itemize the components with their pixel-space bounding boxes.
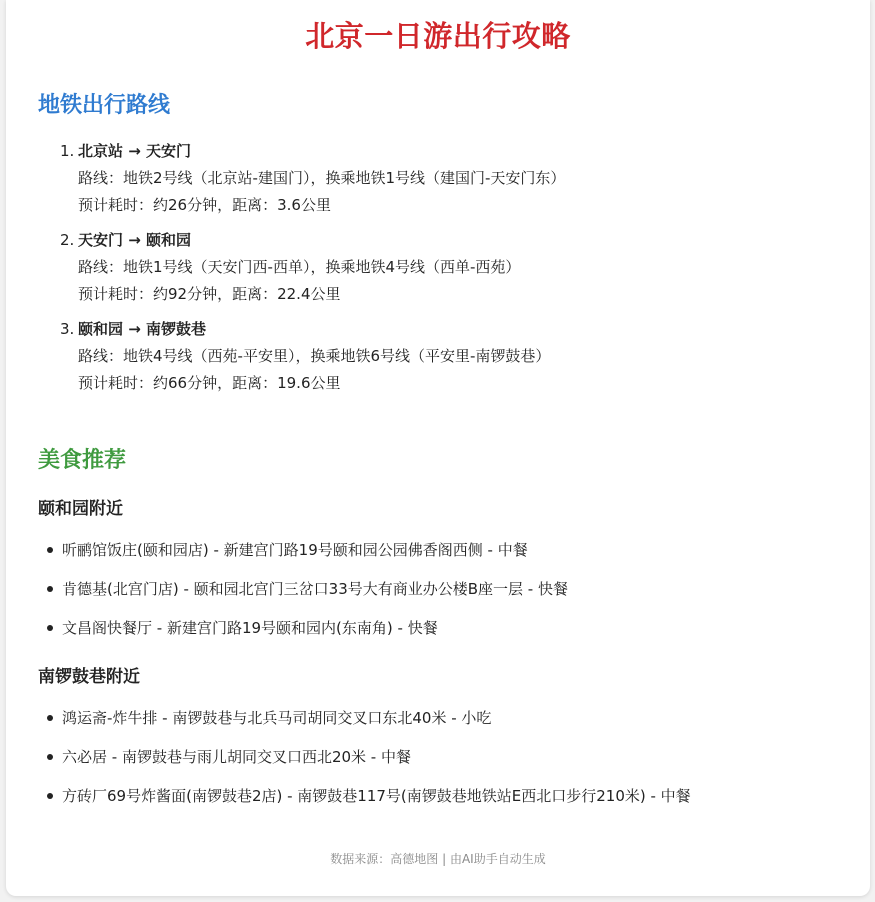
- bullet-icon: [47, 625, 53, 631]
- food-section-heading: 美食推荐: [38, 448, 127, 473]
- bullet-icon: [47, 793, 53, 799]
- restaurant-text: 听鹂馆饭庄(颐和园店) - 新建宫门路19号颐和园公园佛香阁西侧 - 中餐: [62, 541, 528, 559]
- route-number: 2.: [60, 231, 75, 249]
- area-heading-nanluoguxiang: 南锣鼓巷附近: [38, 667, 140, 687]
- metro-section-heading: 地铁出行路线: [38, 93, 171, 118]
- bullet-icon: [47, 586, 53, 592]
- metro-route-list: [38, 138, 838, 405]
- restaurant-item: [38, 576, 858, 615]
- page-title: 北京一日游出行攻略: [305, 19, 571, 53]
- restaurant-item: [38, 537, 858, 576]
- route-description: 路线：地铁1号线（天安门西-西单），换乘地铁4号线（西单-西苑）: [78, 258, 521, 276]
- restaurant-text: 方砖厂69号炸酱面(南锣鼓巷2店) - 南锣鼓巷117号(南锣鼓巷地铁站E西北口步行210米) - 中餐: [62, 787, 691, 805]
- restaurant-text: 鸿运斋-炸牛排 - 南锣鼓巷与北兵马司胡同交叉口东北40米 - 小吃: [62, 709, 492, 727]
- restaurant-text: 文昌阁快餐厅 - 新建宫门路19号颐和园内(东南角) - 快餐: [62, 619, 438, 637]
- route-description: 路线：地铁2号线（北京站-建国门），换乘地铁1号线（建国门-天安门东）: [78, 169, 566, 187]
- route-name: 天安门 → 颐和园: [78, 231, 192, 249]
- area-heading-summer-palace: 颐和园附近: [38, 499, 123, 519]
- bullet-icon: [47, 547, 53, 553]
- route-time-distance: 预计耗时：约26分钟，距离：3.6公里: [78, 196, 331, 214]
- route-item: [38, 227, 838, 308]
- route-name: 北京站 → 天安门: [78, 142, 192, 160]
- restaurant-list-nanluoguxiang: [38, 705, 858, 822]
- route-item: [38, 316, 838, 397]
- restaurant-item: [38, 615, 858, 654]
- bullet-icon: [47, 754, 53, 760]
- guide-card: [6, 0, 870, 896]
- route-number: 1.: [60, 142, 75, 160]
- route-time-distance: 预计耗时：约92分钟，距离：22.4公里: [78, 285, 341, 303]
- restaurant-list-summer-palace: [38, 537, 858, 654]
- bullet-icon: [47, 715, 53, 721]
- route-number: 3.: [60, 320, 75, 338]
- route-name: 颐和园 → 南锣鼓巷: [78, 320, 207, 338]
- route-time-distance: 预计耗时：约66分钟，距离：19.6公里: [78, 374, 341, 392]
- restaurant-text: 六必居 - 南锣鼓巷与雨儿胡同交叉口西北20米 - 中餐: [62, 748, 411, 766]
- restaurant-item: [38, 744, 858, 783]
- restaurant-item: [38, 783, 858, 822]
- route-description: 路线：地铁4号线（西苑-平安里），换乘地铁6号线（平安里-南锣鼓巷）: [78, 347, 551, 365]
- restaurant-text: 肯德基(北宫门店) - 颐和园北宫门三岔口33号大有商业办公楼B座一层 - 快餐: [62, 580, 568, 598]
- restaurant-item: [38, 705, 858, 744]
- route-item: [38, 138, 838, 219]
- data-source-footer: 数据来源：高德地图 | 由AI助手自动生成: [330, 852, 546, 866]
